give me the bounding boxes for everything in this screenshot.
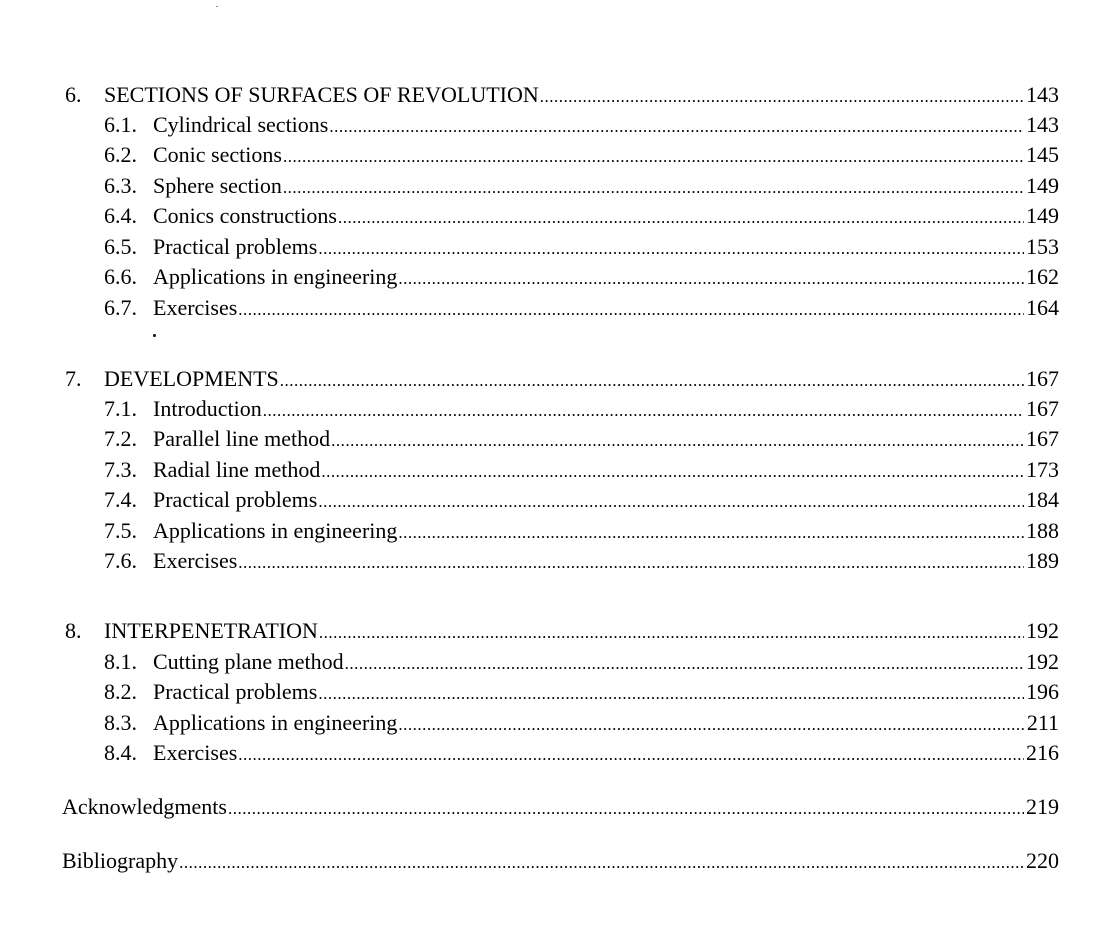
dot-leader (263, 396, 1024, 426)
dot-leader (228, 794, 1024, 824)
toc-section-7-5[interactable] (0, 516, 1112, 546)
chapter-number: 7. (65, 366, 82, 391)
section-title: Cutting plane method (153, 649, 344, 674)
section-number: 7.3. (104, 457, 137, 482)
dot-leader (319, 618, 1024, 648)
toc-section-6-5[interactable] (0, 232, 1112, 262)
section-title: Practical problems (153, 234, 318, 259)
section-number: 6.5. (104, 234, 137, 259)
toc-section-8-2[interactable] (0, 677, 1112, 707)
page-number: 162 (1026, 264, 1059, 289)
toc-section-6-2[interactable] (0, 140, 1112, 170)
toc-section-7-1[interactable] (0, 394, 1112, 424)
page-number: 167 (1026, 366, 1059, 391)
chapter-title: INTERPENETRATION (104, 618, 318, 643)
back-matter-title: Acknowledgments (62, 794, 227, 819)
section-title: Applications in engineering (153, 518, 398, 543)
dot-leader (238, 740, 1024, 770)
toc-section-8-4[interactable] (0, 738, 1112, 768)
dot-leader (398, 518, 1024, 548)
toc-section-7-2[interactable] (0, 424, 1112, 454)
section-title: Exercises (153, 295, 238, 320)
chapter-number: 8. (65, 618, 82, 643)
page-number: 184 (1026, 487, 1059, 512)
dot-leader (238, 548, 1024, 578)
section-number: 6.6. (104, 264, 137, 289)
section-number: 6.4. (104, 203, 137, 228)
page-number: 220 (1026, 848, 1059, 873)
dot-leader (321, 457, 1024, 487)
toc-section-6-6[interactable] (0, 262, 1112, 292)
back-matter-title: Bibliography (62, 848, 179, 873)
scan-speck (153, 334, 156, 337)
toc-section-7-3[interactable] (0, 455, 1112, 485)
dot-leader (283, 173, 1024, 203)
page-number: 164 (1026, 295, 1059, 320)
section-title: Applications in engineering (153, 710, 398, 735)
section-number: 7.5. (104, 518, 137, 543)
section-title: Exercises (153, 740, 238, 765)
toc-chapter-6[interactable] (0, 80, 1112, 110)
page-number: 173 (1026, 457, 1059, 482)
section-number: 6.3. (104, 173, 137, 198)
toc-chapter-8[interactable] (0, 616, 1112, 646)
section-number: 6.7. (104, 295, 137, 320)
dot-leader (280, 366, 1024, 396)
toc-section-8-1[interactable] (0, 647, 1112, 677)
section-title: Radial line method (153, 457, 321, 482)
section-number: 7.6. (104, 548, 137, 573)
dot-leader (318, 487, 1024, 517)
section-title: Conics constructions (153, 203, 337, 228)
toc-section-6-7[interactable] (0, 293, 1112, 323)
section-number: 7.1. (104, 396, 137, 421)
chapter-number: 6. (65, 82, 82, 107)
section-number: 7.4. (104, 487, 137, 512)
page-number: 211 (1026, 710, 1059, 735)
section-title: Practical problems (153, 679, 318, 704)
section-title: Applications in engineering (153, 264, 398, 289)
section-number: 8.3. (104, 710, 137, 735)
page-number: 188 (1026, 518, 1059, 543)
chapter-title: DEVELOPMENTS (104, 366, 279, 391)
page-number: 149 (1026, 203, 1059, 228)
dot-leader (318, 679, 1024, 709)
dot-leader (398, 264, 1024, 294)
section-number: 7.2. (104, 426, 137, 451)
section-title: Cylindrical sections (153, 112, 329, 137)
page-number: 216 (1026, 740, 1059, 765)
section-title: Parallel line method (153, 426, 331, 451)
chapter-title: SECTIONS OF SURFACES OF REVOLUTION (104, 82, 539, 107)
page-number: 192 (1026, 649, 1059, 674)
dot-leader (329, 112, 1024, 142)
page-number: 189 (1026, 548, 1059, 573)
toc-bibliography[interactable] (0, 846, 1112, 876)
dot-leader (398, 710, 1024, 740)
page-number: 196 (1026, 679, 1059, 704)
section-title: Practical problems (153, 487, 318, 512)
page-number: 143 (1026, 82, 1059, 107)
section-title: Introduction (153, 396, 262, 421)
page-number: 219 (1026, 794, 1059, 819)
page-number: 167 (1026, 426, 1059, 451)
page-number: 145 (1026, 142, 1059, 167)
section-title: Sphere section (153, 173, 282, 198)
dot-leader (318, 234, 1024, 264)
section-number: 6.1. (104, 112, 137, 137)
section-number: 8.1. (104, 649, 137, 674)
dot-leader (331, 426, 1024, 456)
section-title: Conic sections (153, 142, 282, 167)
toc-section-6-3[interactable] (0, 171, 1112, 201)
dot-leader (540, 82, 1024, 112)
toc-section-7-4[interactable] (0, 485, 1112, 515)
toc-chapter-7[interactable] (0, 364, 1112, 394)
page-number: 143 (1026, 112, 1059, 137)
toc-section-6-4[interactable] (0, 201, 1112, 231)
toc-section-7-6[interactable] (0, 546, 1112, 576)
page-number: 192 (1026, 618, 1059, 643)
toc-section-8-3[interactable] (0, 708, 1112, 738)
dot-leader (283, 142, 1024, 172)
section-number: 8.4. (104, 740, 137, 765)
section-number: 8.2. (104, 679, 137, 704)
scan-speck (216, 6, 218, 7)
dot-leader (345, 649, 1024, 679)
page-number: 167 (1026, 396, 1059, 421)
page-number: 153 (1026, 234, 1059, 259)
toc-acknowledgments[interactable] (0, 792, 1112, 822)
dot-leader (179, 848, 1024, 878)
dot-leader (238, 295, 1024, 325)
section-title: Exercises (153, 548, 238, 573)
toc-section-6-1[interactable] (0, 110, 1112, 140)
dot-leader (338, 203, 1024, 233)
page-number: 149 (1026, 173, 1059, 198)
section-number: 6.2. (104, 142, 137, 167)
